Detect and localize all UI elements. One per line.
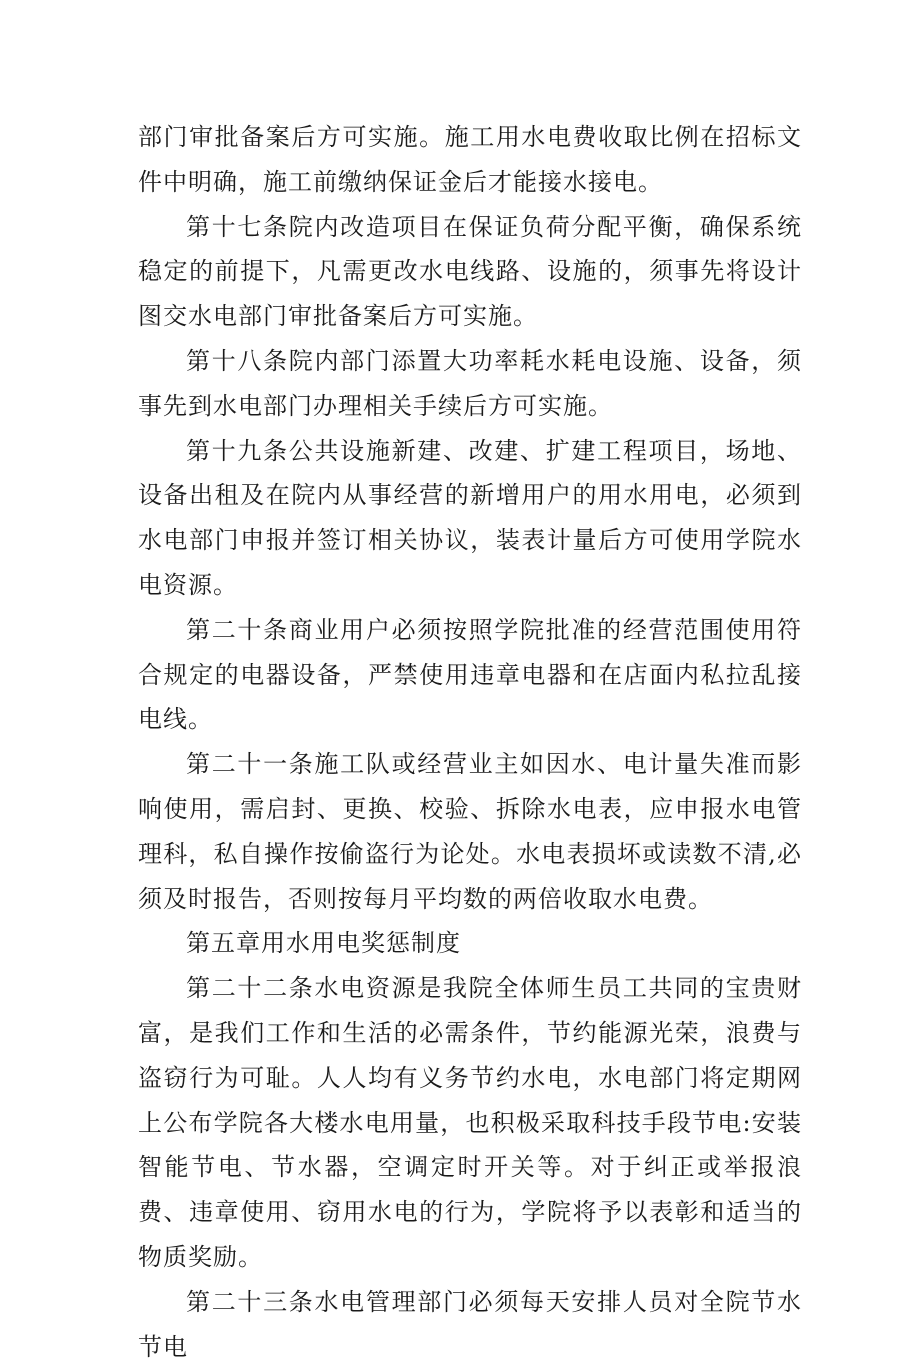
document-body bbox=[138, 115, 802, 1369]
paragraph-article-20: 第二十条商业用户必须按照学院批准的经营范围使用符合规定的电器设备，严禁使用违章电器和在店面内私拉乱接电线。 bbox=[138, 615, 802, 734]
paragraph-article-21: 第二十一条施工队或经营业主如因水、电计量失准而影响使用，需启封、更换、校验、拆除水电表，应申报水电管理科，私自操作按偷盗行为论处。水电表损坏或读数不清,必须及时报告，否则按每月平均数的两倍收取水电费。 bbox=[138, 750, 802, 913]
chapter-heading: 第五章用水用电奖惩制度 bbox=[186, 929, 461, 958]
paragraph-article-18: 第十八条院内部门添置大功率耗水耗电设施、设备，须事先到水电部门办理相关手续后方可实施。 bbox=[138, 346, 802, 420]
paragraph-article-17: 第十七条院内改造项目在保证负荷分配平衡，确保系统稳定的前提下，凡需更改水电线路、设施的，须事先将设计图交水电部门审批备案后方可实施。 bbox=[138, 212, 802, 331]
paragraph-article-19: 第十九条公共设施新建、改建、扩建工程项目，场地、设备出租及在院内从事经营的新增用户的用水用电，必须到水电部门申报并签订相关协议，装表计量后方可使用学院水电资源。 bbox=[138, 436, 802, 599]
paragraph-article-23: 第二十三条水电管理部门必须每天安排人员对全院节水节电 bbox=[138, 1287, 802, 1361]
paragraph-continuation: 部门审批备案后方可实施。施工用水电费收取比例在招标文件中明确，施工前缴纳保证金后才能接水接电。 bbox=[138, 123, 802, 196]
paragraph-article-22: 第二十二条水电资源是我院全体师生员工共同的宝贵财富，是我们工作和生活的必需条件，节约能源光荣，浪费与盗窃行为可耻。人人均有义务节约水电，水电部门将定期网上公布学院各大楼水电用量，也积极采取科技手段节电:安装智能节电、节水器，空调定时开关等。对于纠正或举报浪费、违章使用、窃用水电的行为，学院将予以表彰和适当的物质奖励。 bbox=[138, 974, 802, 1271]
